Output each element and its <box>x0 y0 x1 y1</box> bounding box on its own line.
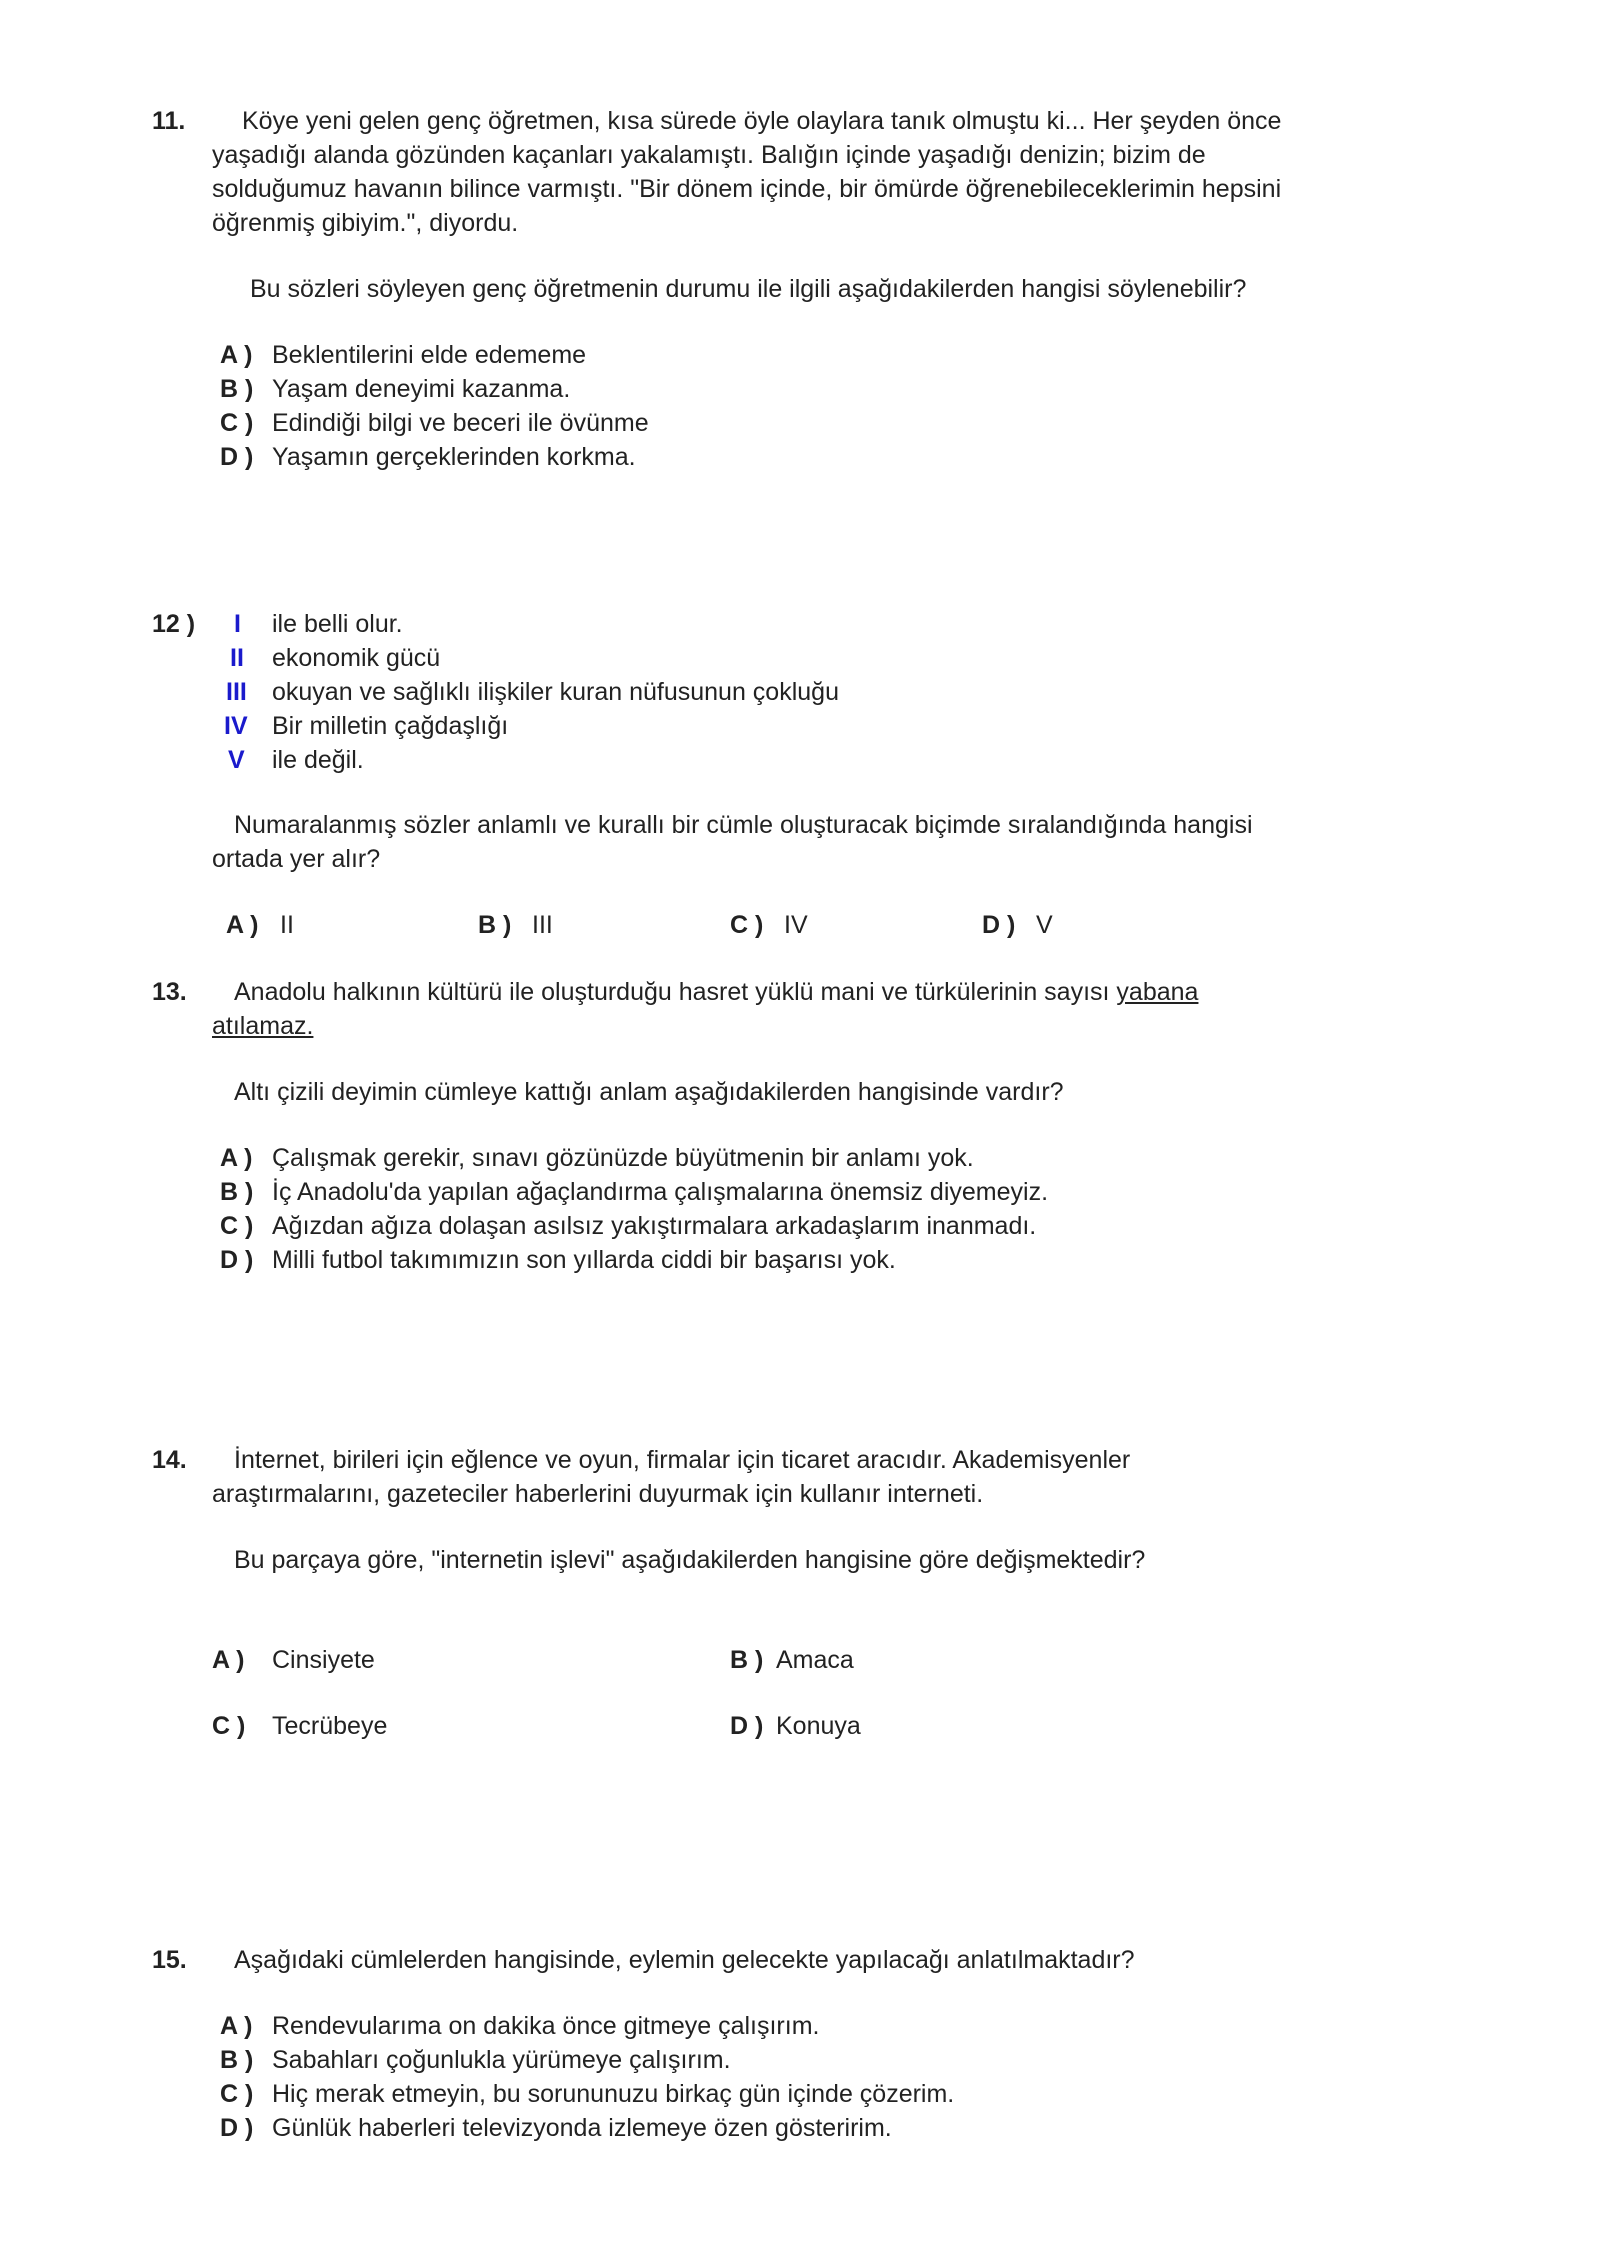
option-c-text[interactable]: Ağızdan ağıza dolaşan asılsız yakıştırmalara arkadaşlarım inanmadı. <box>272 1212 1037 1240</box>
option-b-label[interactable]: B ) <box>478 911 512 939</box>
option-b-label[interactable]: B ) <box>220 2046 254 2074</box>
option-a-text[interactable]: Çalışmak gerekir, sınavı gözünüzde büyütmenin bir anlamı yok. <box>272 1144 974 1172</box>
sentence-fragment: Bir milletin çağdaşlığı <box>272 712 509 740</box>
option-d-text[interactable]: Konuya <box>776 1712 861 1740</box>
question-number: 15. <box>152 1946 187 1974</box>
roman-numeral: I <box>234 610 241 638</box>
sentence-fragment: ekonomik gücü <box>272 644 441 672</box>
option-d-label[interactable]: D ) <box>220 2114 254 2142</box>
sentence-fragment: okuyan ve sağlıklı ilişkiler kuran nüfusunun çokluğu <box>272 678 839 706</box>
option-d-text[interactable]: Milli futbol takımımızın son yıllarda ciddi bir başarısı yok. <box>272 1246 896 1274</box>
option-c-label[interactable]: C ) <box>730 911 764 939</box>
question-number: 14. <box>152 1446 187 1474</box>
passage-line <box>234 975 1198 1009</box>
passage-line: solduğumuz havanın bilince varmıştı. "Bir dönem içinde, bir ömürde öğrenebileceklerimin hepsini <box>212 175 1282 203</box>
passage-line: öğrenmiş gibiyim.", diyordu. <box>212 209 519 237</box>
passage-line: yaşadığı alanda gözünden kaçanları yakalamıştı. Balığın içinde yaşadığı denizin; bizim de <box>212 141 1206 169</box>
option-d-label[interactable]: D ) <box>730 1712 764 1740</box>
roman-numeral: II <box>230 644 244 672</box>
roman-numeral: IV <box>224 712 248 740</box>
passage-line: araştırmalarını, gazeteciler haberlerini duyurmak için kullanır interneti. <box>212 1480 984 1508</box>
question-text: ortada yer alır? <box>212 845 381 873</box>
question-number: 13. <box>152 978 187 1006</box>
passage-line: İnternet, birileri için eğlence ve oyun, firmalar için ticaret aracıdır. Akademisyenler <box>234 1446 1131 1474</box>
option-b-text[interactable]: Amaca <box>776 1646 854 1674</box>
underlined-idiom: atılamaz. <box>212 1012 314 1040</box>
option-b-label[interactable]: B ) <box>730 1646 764 1674</box>
option-a-label[interactable]: A ) <box>220 2012 253 2040</box>
passage-text: Anadolu halkının kültürü ile oluşturduğu hasret yüklü mani ve türkülerinin sayısı <box>234 978 1117 1006</box>
question-number: 11. <box>152 107 186 135</box>
option-b-label[interactable]: B ) <box>220 1178 254 1206</box>
option-c-text[interactable]: Edindiği bilgi ve beceri ile övünme <box>272 409 649 437</box>
option-c-text[interactable]: Tecrübeye <box>272 1712 388 1740</box>
option-b-label[interactable]: B ) <box>220 375 254 403</box>
option-d-text[interactable]: Günlük haberleri televizyonda izlemeye özen gösteririm. <box>272 2114 892 2142</box>
option-a-text[interactable]: Beklentilerini elde edememe <box>272 341 587 369</box>
option-d-label[interactable]: D ) <box>220 1246 254 1274</box>
question-number: 12 ) <box>152 610 196 638</box>
sentence-fragment: ile değil. <box>272 746 364 774</box>
roman-numeral: III <box>226 678 247 706</box>
option-d-text[interactable]: V <box>1036 911 1053 939</box>
option-a-label[interactable]: A ) <box>226 911 259 939</box>
option-c-label[interactable]: C ) <box>220 409 254 437</box>
option-a-text[interactable]: Cinsiyete <box>272 1646 375 1674</box>
option-d-text[interactable]: Yaşamın gerçeklerinden korkma. <box>272 443 636 471</box>
question-text: Altı çizili deyimin cümleye kattığı anlam aşağıdakilerden hangisinde vardır? <box>234 1078 1064 1106</box>
sentence-fragment: ile belli olur. <box>272 610 403 638</box>
option-c-label[interactable]: C ) <box>220 1212 254 1240</box>
roman-numeral: V <box>228 746 245 774</box>
option-b-text[interactable]: Yaşam deneyimi kazanma. <box>272 375 571 403</box>
option-d-label[interactable]: D ) <box>982 911 1016 939</box>
option-a-text[interactable]: II <box>280 911 294 939</box>
underlined-idiom: yabana <box>1116 978 1199 1006</box>
option-c-label[interactable]: C ) <box>212 1712 246 1740</box>
passage-line: Köye yeni gelen genç öğretmen, kısa sürede öyle olaylara tanık olmuştu ki... Her şeyden önce <box>242 107 1282 135</box>
option-c-text[interactable]: Hiç merak etmeyin, bu sorununuzu birkaç gün içinde çözerim. <box>272 2080 955 2108</box>
option-c-text[interactable]: IV <box>784 911 808 939</box>
option-c-label[interactable]: C ) <box>220 2080 254 2108</box>
option-b-text[interactable]: İç Anadolu'da yapılan ağaçlandırma çalışmalarına önemsiz diyemeyiz. <box>272 1178 1049 1206</box>
option-b-text[interactable]: Sabahları çoğunlukla yürümeye çalışırım. <box>272 2046 731 2074</box>
option-a-label[interactable]: A ) <box>220 1144 253 1172</box>
option-d-label[interactable]: D ) <box>220 443 254 471</box>
option-a-label[interactable]: A ) <box>212 1646 245 1674</box>
question-text: Bu parçaya göre, "internetin işlevi" aşağıdakilerden hangisine göre değişmektedir? <box>234 1546 1146 1574</box>
question-text: Aşağıdaki cümlelerden hangisinde, eylemin gelecekte yapılacağı anlatılmaktadır? <box>234 1946 1135 1974</box>
option-a-text[interactable]: Rendevularıma on dakika önce gitmeye çalışırım. <box>272 2012 820 2040</box>
option-b-text[interactable]: III <box>532 911 553 939</box>
option-a-label[interactable]: A ) <box>220 341 253 369</box>
question-text: Bu sözleri söyleyen genç öğretmenin durumu ile ilgili aşağıdakilerden hangisi söylenebilir? <box>250 275 1247 303</box>
question-text: Numaralanmış sözler anlamlı ve kurallı bir cümle oluşturacak biçimde sıralandığında hangisi <box>234 811 1253 839</box>
